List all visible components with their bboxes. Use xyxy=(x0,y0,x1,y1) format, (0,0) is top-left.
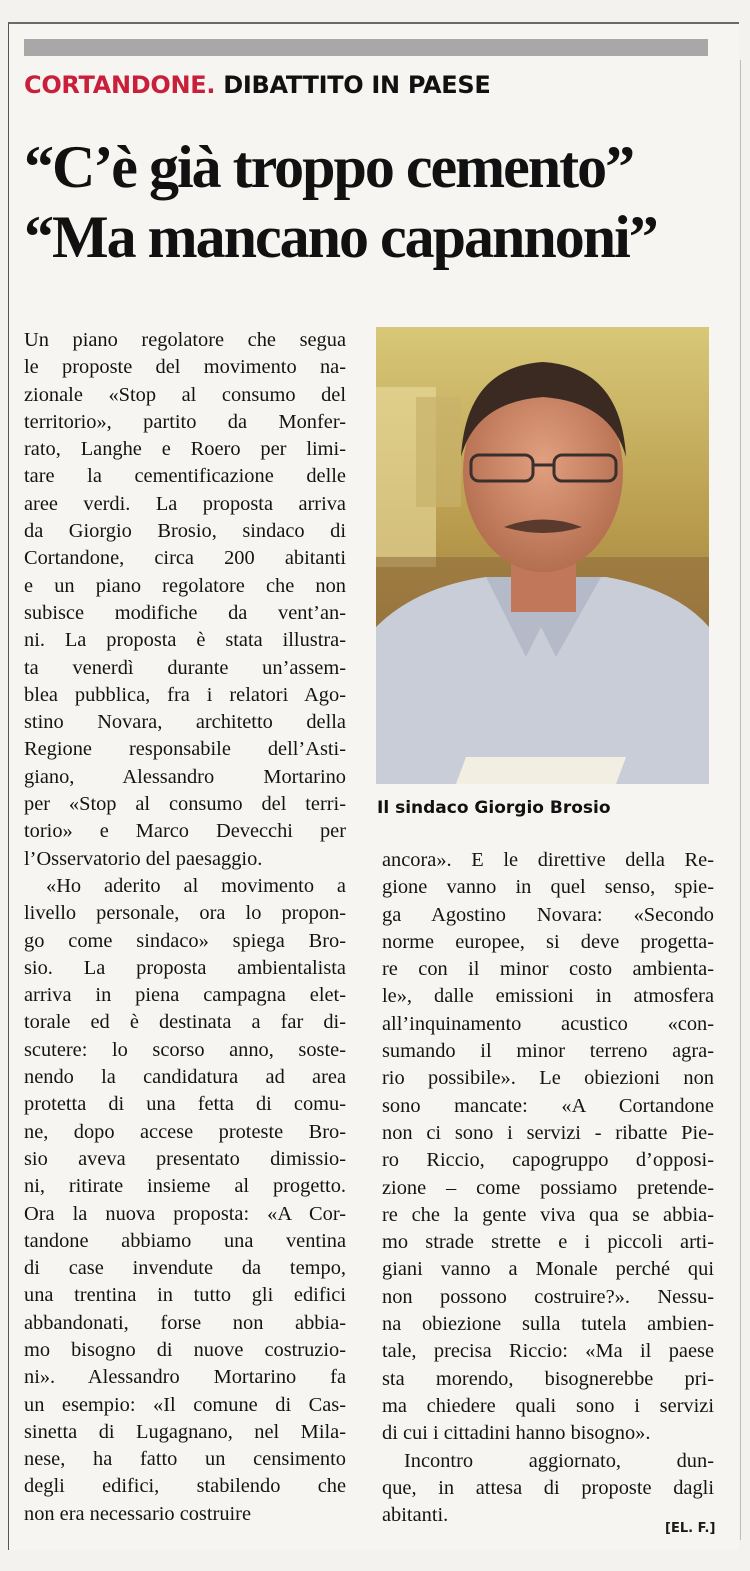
text-line: «Ho aderito al movimento a xyxy=(46,874,346,897)
text-line: l’Osservatorio del paesaggio. xyxy=(24,847,263,870)
text-line: di case invendute da tempo, xyxy=(24,1257,346,1280)
article-column-1 xyxy=(24,327,346,1528)
text-line: sta morendo, bisognerebbe pri- xyxy=(382,1367,714,1390)
text-line: mo strade strette e i piccoli arti- xyxy=(382,1231,714,1254)
text-line: ga Agostino Novara: «Secondo xyxy=(382,903,714,926)
text-line: Un piano regolatore che segua xyxy=(24,329,346,351)
text-line: non era necessario costruire xyxy=(24,1502,252,1525)
headline xyxy=(24,132,724,272)
text-line: torale ed è destinata a far di- xyxy=(24,1011,346,1034)
text-line: non ci sono i servizi - ribatte Pie- xyxy=(382,1121,714,1144)
text-line: stino Novara, architetto della xyxy=(24,711,346,734)
text-line: tare la cementificazione delle xyxy=(24,465,346,488)
text-line: per «Stop al consumo del terri- xyxy=(24,793,346,816)
text-line: blea pubblica, fra i relatori Ago- xyxy=(24,683,346,706)
text-line: na obiezione sulla tutela ambien- xyxy=(382,1313,714,1336)
text-line: di cui i cittadini hanno bisogno». xyxy=(382,1422,651,1445)
article-column-2 xyxy=(382,847,714,1529)
text-line: livello personale, ora lo propon- xyxy=(24,902,346,925)
text-line: non possono costruire?». Nessu- xyxy=(382,1285,714,1308)
text-line: sio aveva presentato dimissio- xyxy=(24,1147,346,1170)
text-line: giano, Alessandro Mortarino xyxy=(24,765,346,788)
text-line: rato, Langhe e Roero per limi- xyxy=(24,438,346,461)
text-line: Incontro aggiornato, dun- xyxy=(404,1449,714,1472)
text-line: protetta di una fetta di comu- xyxy=(24,1093,346,1116)
headline-line-1: “C’è già troppo cemento” xyxy=(24,134,634,200)
text-line: le», dalle emissioni in atmosfera xyxy=(382,985,714,1008)
text-line: aree verdi. La proposta arriva xyxy=(24,492,346,515)
text-line: Regione responsabile dell’Asti- xyxy=(24,738,346,761)
text-line: abbandonati, forse non abbia- xyxy=(24,1311,346,1334)
kicker xyxy=(24,71,490,99)
text-line: re che la gente viva qua se abbia- xyxy=(382,1203,714,1226)
text-line: go come sindaco» spiega Bro- xyxy=(24,929,346,952)
text-line: territorio», partito da Monfer- xyxy=(24,410,346,433)
text-line: ta venerdì durante un’assem- xyxy=(24,656,346,679)
kicker-place: CORTANDONE. xyxy=(24,71,216,99)
text-line: ro Riccio, capogruppo d’opposi- xyxy=(382,1149,714,1172)
text-line: sio. La proposta ambientalista xyxy=(24,956,346,979)
photo-caption: Il sindaco Giorgio Brosio xyxy=(377,798,611,818)
text-line: Cortandone, circa 200 abitanti xyxy=(24,547,346,570)
text-line: zione – come possiamo pretende- xyxy=(382,1176,714,1199)
text-line: Ora la nuova proposta: «A Cor- xyxy=(24,1202,346,1225)
text-line: re con il minor costo ambienta- xyxy=(382,958,714,981)
page-edge xyxy=(740,60,741,1540)
text-line: mo bisogno di nuove costruzio- xyxy=(24,1338,346,1361)
text-line: zionale «Stop al consumo del xyxy=(24,383,346,406)
text-line: ma chiedere quali sono i servizi xyxy=(382,1394,714,1417)
text-line: scutere: lo scorso anno, soste- xyxy=(24,1038,346,1061)
text-line: ne, dopo accese proteste Bro- xyxy=(24,1120,346,1143)
text-line: rio possibile». Le obiezioni non xyxy=(382,1067,714,1090)
text-line: e un piano regolatore che non xyxy=(24,574,346,597)
text-line: sono mancate: «A Cortandone xyxy=(382,1094,714,1117)
text-line: norme europee, si deve progetta- xyxy=(382,930,714,953)
text-line: nese, ha fatto un censimento xyxy=(24,1448,346,1471)
text-line: una trentina in tutto gli edifici xyxy=(24,1284,346,1307)
headline-line-2: “Ma mancano capannoni” xyxy=(24,204,657,270)
text-line: sinetta di Lugagnano, nel Mila- xyxy=(24,1420,346,1443)
text-line: all’inquinamento acustico «con- xyxy=(382,1012,714,1035)
mayor-portrait-image xyxy=(376,327,709,784)
text-line: sumando il minor terreno agra- xyxy=(382,1040,714,1063)
text-line: subisce modifiche da vent’an- xyxy=(24,601,346,624)
text-line: tandone abbiamo una ventina xyxy=(24,1229,346,1252)
text-line: gione vanno in quel senso, spie- xyxy=(382,876,714,899)
text-line: un esempio: «Il comune di Cas- xyxy=(24,1393,346,1416)
kicker-topic: DIBATTITO IN PAESE xyxy=(223,71,491,99)
text-line: le proposte del movimento na- xyxy=(24,356,346,379)
text-line: degli edifici, stabilendo che xyxy=(24,1475,346,1498)
text-line: giani vanno a Monale perché qui xyxy=(382,1258,714,1281)
author-signature: [EL. F.] xyxy=(665,1521,716,1536)
text-line: da Giorgio Brosio, sindaco di xyxy=(24,520,346,543)
text-line: torio» e Marco Devecchi per xyxy=(24,820,346,843)
text-line: abitanti. xyxy=(382,1504,449,1527)
text-line: ni, ritirate insieme al progetto. xyxy=(24,1175,346,1198)
text-line: ni. La proposta è stata illustra- xyxy=(24,629,346,652)
text-line: tale, precisa Riccio: «Ma il paese xyxy=(382,1340,714,1363)
text-line: que, in attesa di proposte dagli xyxy=(382,1476,714,1499)
text-line: ni». Alessandro Mortarino fa xyxy=(24,1366,346,1389)
mayor-photo xyxy=(376,327,709,784)
top-rule xyxy=(24,39,708,56)
text-line: arriva in piena campagna elet- xyxy=(24,984,346,1007)
text-line: ancora». E le direttive della Re- xyxy=(382,849,714,871)
text-line: nendo la candidatura ad area xyxy=(24,1066,346,1089)
